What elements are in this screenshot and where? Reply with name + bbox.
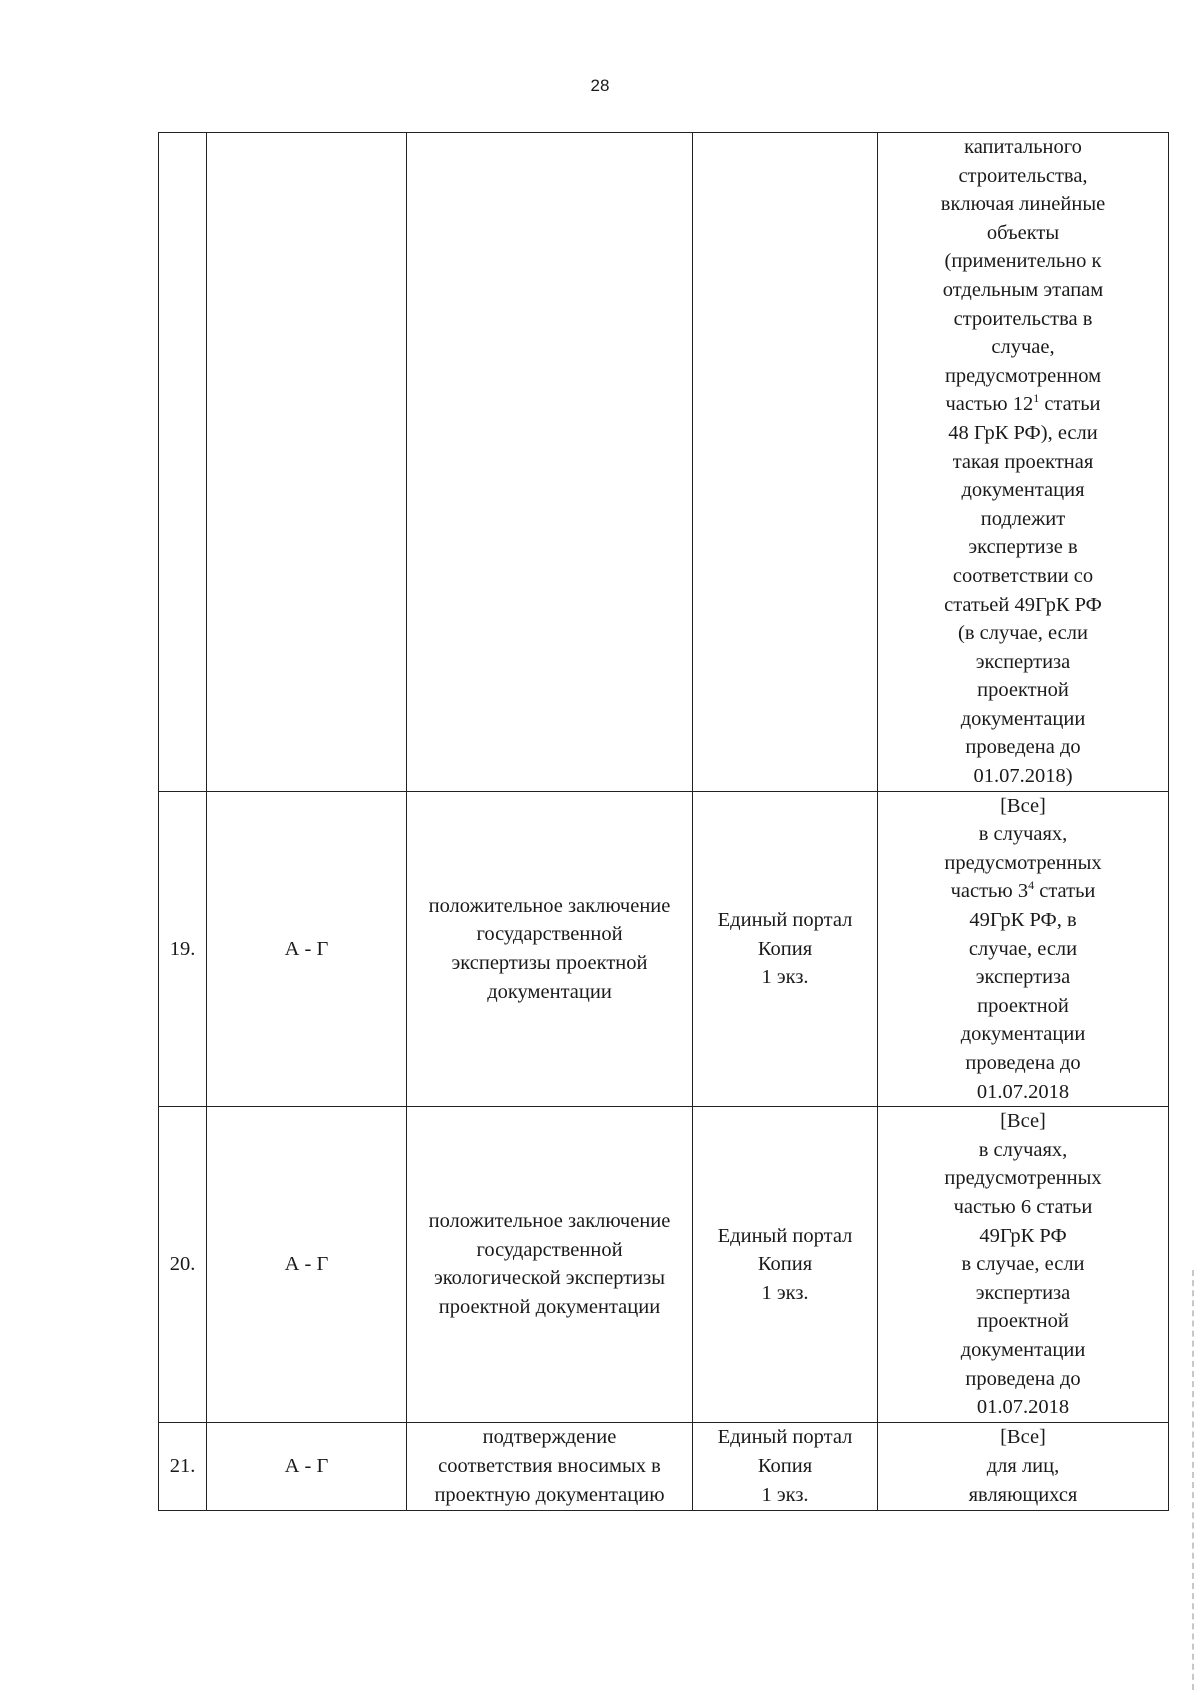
table-row-20 xyxy=(159,1107,1169,1423)
scan-edge-artifact xyxy=(1190,1270,1194,1690)
cell-number: 19. xyxy=(159,791,207,1107)
cell-condition: [Все] в случаях, предусмотренных частью 6 статьи 49ГрК РФ в случае, если экспертиза проектной документации проведена до 01.07.2018 xyxy=(878,1107,1169,1423)
cell-category xyxy=(207,133,407,792)
table-row-19 xyxy=(159,791,1169,1107)
cell-format xyxy=(693,133,878,792)
cell-number: 21. xyxy=(159,1422,207,1510)
cell-category: А - Г xyxy=(207,1107,407,1423)
cell-condition: [Все] для лиц, являющихся xyxy=(878,1422,1169,1510)
cell-number xyxy=(159,133,207,792)
cell-format: Единый портал Копия 1 экз. xyxy=(693,1422,878,1510)
cell-category: А - Г xyxy=(207,1422,407,1510)
cell-document: положительное заключение государственной экспертизы проектной документации xyxy=(407,791,693,1107)
document-table xyxy=(158,132,1169,1511)
table-row-21 xyxy=(159,1422,1169,1510)
cell-format: Единый портал Копия 1 экз. xyxy=(693,1107,878,1423)
cell-document: положительное заключение государственной экологической экспертизы проектной документации xyxy=(407,1107,693,1423)
cell-condition: [Все] в случаях, предусмотренных частью $3^4$ статьи 49ГрК РФ, в случае, если экспертиза проектной документации проведена до 01.07.2018 xyxy=(878,791,1169,1107)
table-row-continuation xyxy=(159,133,1169,792)
cell-category: А - Г xyxy=(207,791,407,1107)
cell-format: Единый портал Копия 1 экз. xyxy=(693,791,878,1107)
cell-document xyxy=(407,133,693,792)
cell-document: подтверждение соответствия вносимых в проектную документацию xyxy=(407,1422,693,1510)
cell-condition: капитального строительства, включая линейные объекты (применительно к отдельным этапам строительства в случае, предусмотренном частью $12^1$ статьи 48 ГрК РФ), если такая проектная документация подлежит экспертизе в соответствии со статьей 49ГрК РФ (в случае, если экспертиза проектной документации проведена до 01.07.2018) xyxy=(878,133,1169,792)
page-number: 28 xyxy=(590,76,610,95)
cell-number: 20. xyxy=(159,1107,207,1423)
